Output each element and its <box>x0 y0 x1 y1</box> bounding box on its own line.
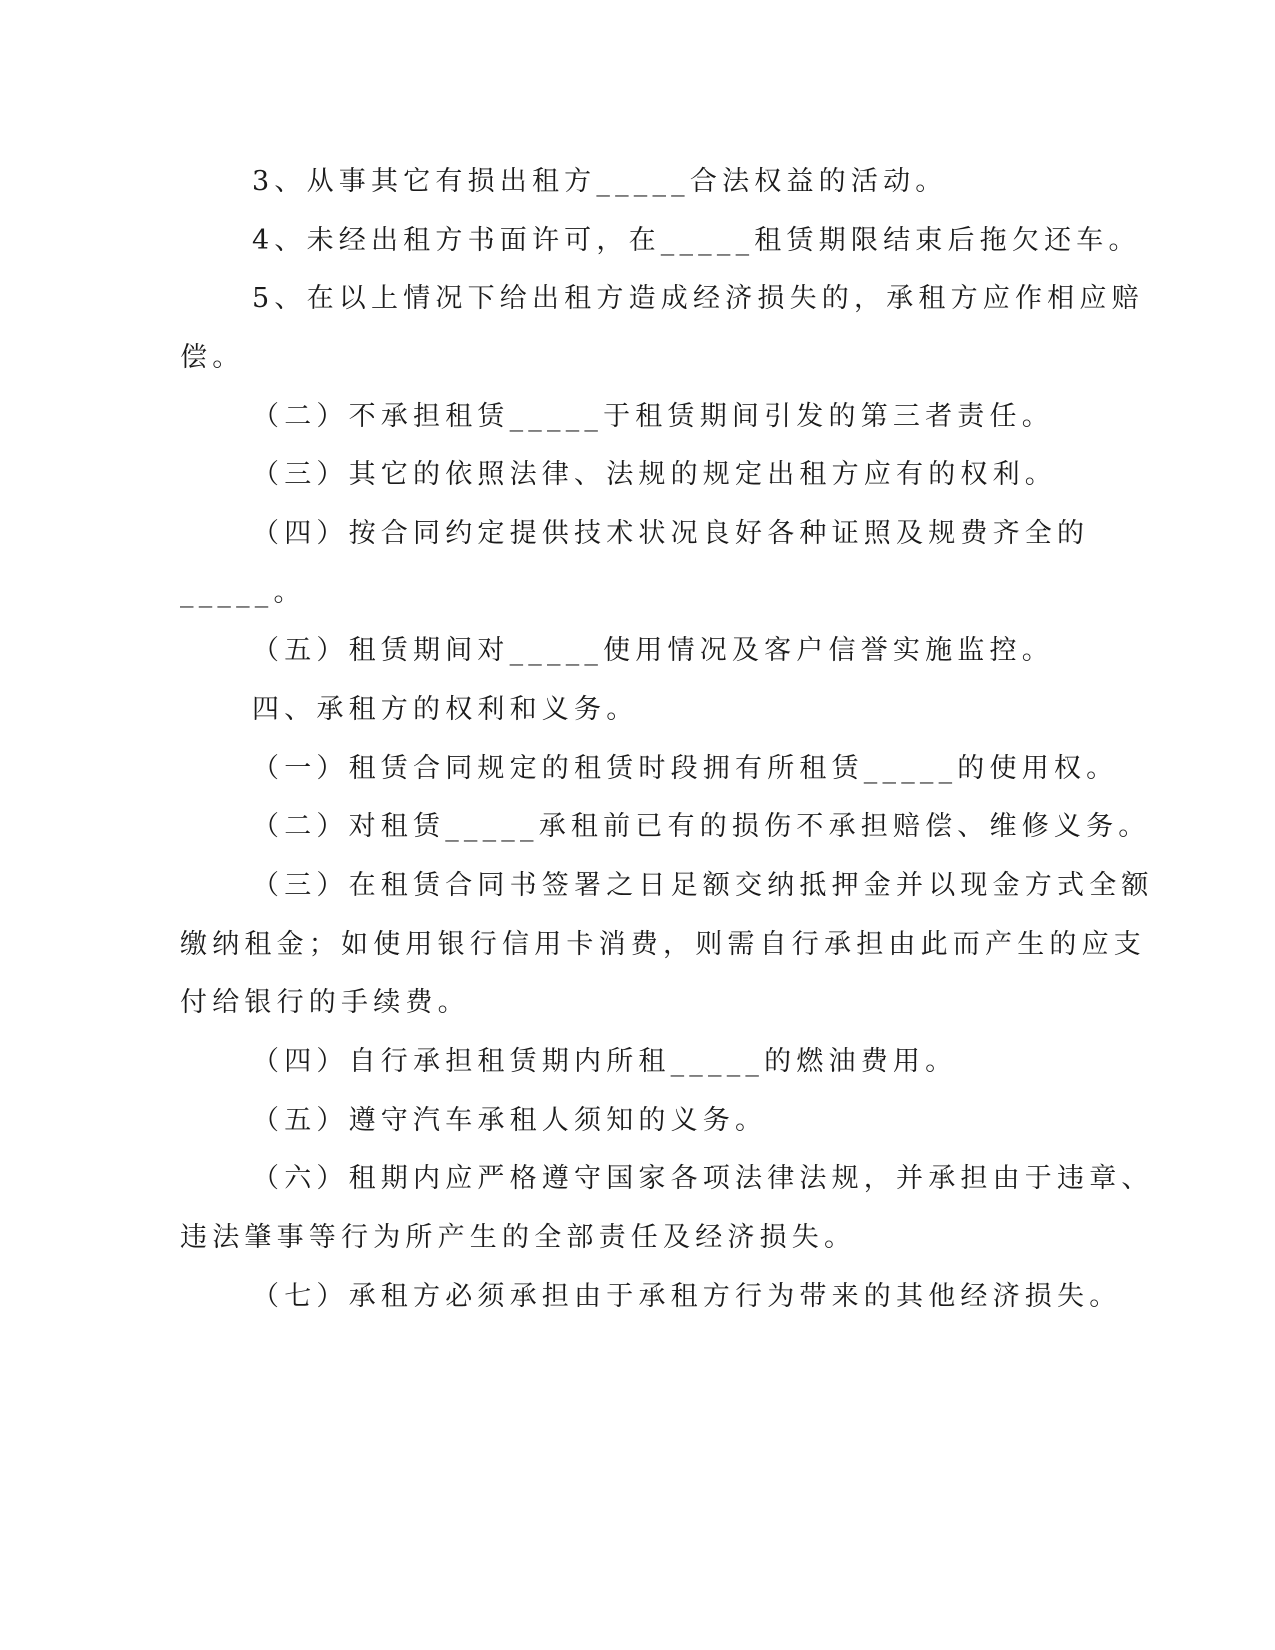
paragraph-line-s4-sub-2: （二）对租赁_____承租前已有的损伤不承担赔偿、维修义务。 <box>252 811 1151 842</box>
paragraph-line-s4-sub-3: （三）在租赁合同书签署之日足额交纳抵押金并以现金方式全额 <box>252 870 1154 901</box>
paragraph-line-sub-4: （四）按合同约定提供技术状况良好各种证照及规费齐全的 <box>252 518 1090 549</box>
paragraph-line-item-4: 4、未经出租方书面许可，在_____租赁期限结束后拖欠还车。 <box>252 225 1141 256</box>
paragraph-line-s4-sub-1: （一）租赁合同规定的租赁时段拥有所租赁_____的使用权。 <box>252 753 1119 784</box>
paragraph-line-item-5-cont: 偿。 <box>180 342 245 373</box>
paragraph-line-sub-4-cont: _____。 <box>180 577 306 608</box>
paragraph-line-s4-sub-6-cont: 违法肇事等行为所产生的全部责任及经济损失。 <box>180 1222 857 1253</box>
paragraph-line-sub-3: （三）其它的依照法律、法规的规定出租方应有的权利。 <box>252 459 1057 490</box>
paragraph-line-s4-sub-3-cont-2: 付给银行的手续费。 <box>180 987 470 1018</box>
paragraph-line-sub-2: （二）不承担租赁_____于租赁期间引发的第三者责任。 <box>252 401 1054 432</box>
paragraph-line-s4-sub-4: （四）自行承担租赁期内所租_____的燃油费用。 <box>252 1046 958 1077</box>
paragraph-line-s4-sub-3-cont-1: 缴纳租金；如使用银行信用卡消费，则需自行承担由此而产生的应支 <box>180 929 1146 960</box>
paragraph-line-sub-5: （五）租赁期间对_____使用情况及客户信誉实施监控。 <box>252 635 1054 666</box>
paragraph-line-s4-sub-7: （七）承租方必须承担由于承租方行为带来的其他经济损失。 <box>252 1281 1122 1312</box>
paragraph-line-s4-sub-6: （六）租期内应严格遵守国家各项法律法规，并承担由于违章、 <box>252 1163 1154 1194</box>
paragraph-line-item-5: 5、在以上情况下给出租方造成经济损失的，承租方应作相应赔 <box>252 283 1144 314</box>
paragraph-line-s4-sub-5: （五）遵守汽车承租人须知的义务。 <box>252 1105 768 1136</box>
paragraph-line-item-3: 3、从事其它有损出租方_____合法权益的活动。 <box>252 166 948 197</box>
section-heading-4: 四、承租方的权利和义务。 <box>252 694 639 725</box>
